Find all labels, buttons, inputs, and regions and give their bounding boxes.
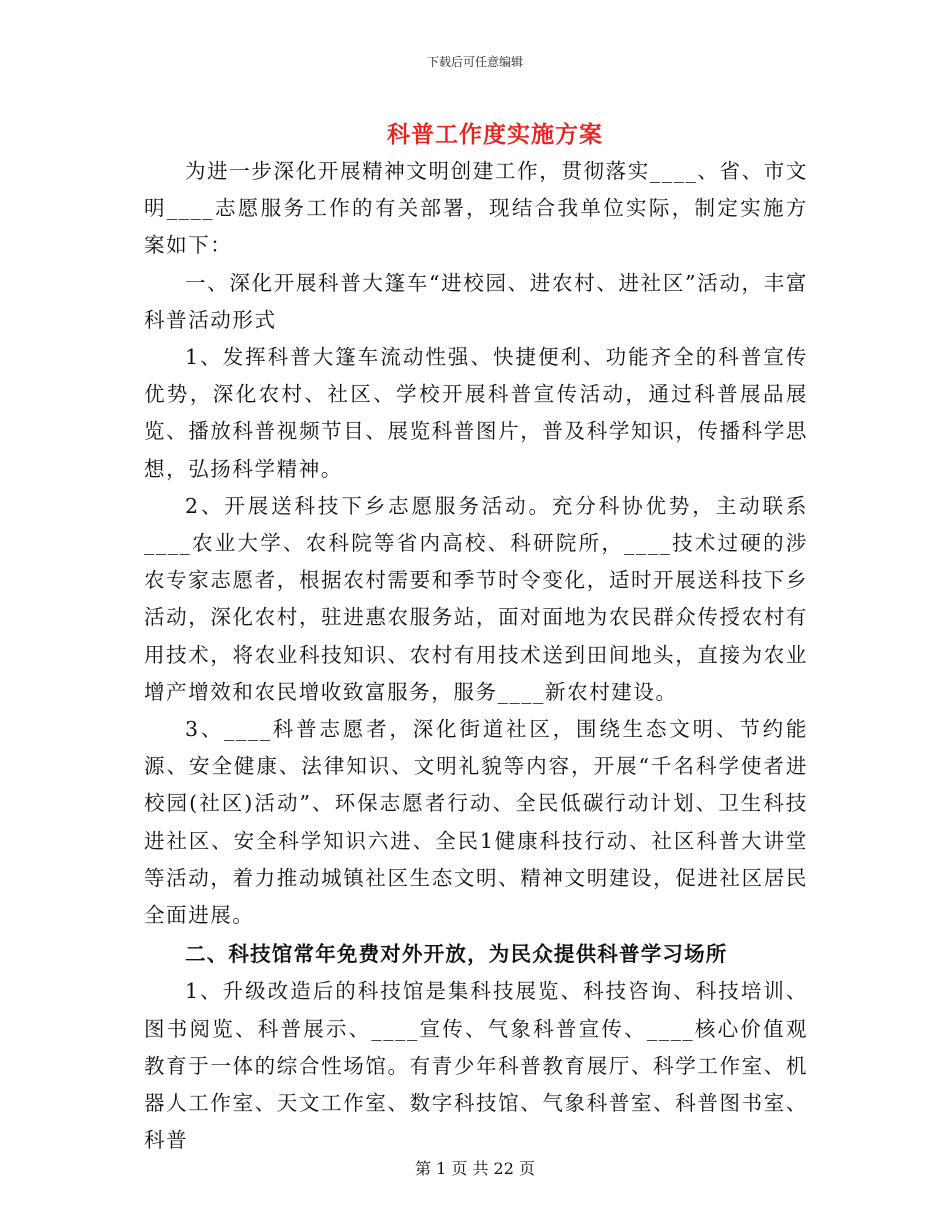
section-two-item-1: 1、升级改造后的科技馆是集科技展览、科技咨询、科技培训、图书阅览、科普展示、____宣传、气象科普宣传、____核心价值观教育于一体的综合性场馆。有青少年科普教育展厅、科学工作室、机器人工作室、天文工作室、数字科技馆、气象科普室、科普图书室、科普 (144, 979, 808, 1153)
section-one-item-3: 3、____科普志愿者，深化街道社区，围绕生态文明、节约能源、安全健康、法律知识、文明礼貌等内容，开展“千名科学使者进校园(社区)活动”、环保志愿者行动、全民低碳行动计划、卫生科技进社区、安全科学知识六进、全民1健康科技行动、社区科普大讲堂等活动，着力推动城镇社区生态文明、精神文明建设，促进社区居民全面进展。 (144, 717, 808, 928)
document-title: 科普工作度实施方案 (387, 121, 603, 148)
section-one-item-1: 1、发挥科普大篷车流动性强、快捷便利、功能齐全的科普宣传优势，深化农村、社区、学校开展科普宣传活动，通过科普展品展览、播放科普视频节目、展览科普图片，普及科学知识，传播科学思想，弘扬科学精神。 (144, 345, 808, 481)
section-two-heading: 二、科技馆常年免费对外开放，为民众提供科普学习场所 (185, 942, 728, 967)
section-one-heading: 一、深化开展科普大篷车“进校园、进农村、进社区”活动，丰富科普活动形式 (144, 270, 808, 332)
page-footer: 第 1 页 共 22 页 (415, 1159, 535, 1178)
section-one-item-2: 2、开展送科技下乡志愿服务活动。充分科协优势，主动联系____农业大学、农科院等省内高校、科研院所，____技术过硬的涉农专家志愿者，根据农村需要和季节时令变化，适时开展送科技下乡活动，深化农村，驻进惠农服务站，面对面地为农民群众传授农村有用技术，将农业科技知识、农村有用技术送到田间地头，直接为农业增产增效和农民增收致富服务，服务____新农村建设。 (144, 493, 808, 704)
intro-paragraph: 为进一步深化开展精神文明创建工作，贯彻落实____、省、市文明____志愿服务工作的有关部署，现结合我单位实际，制定实施方案如下： (144, 159, 808, 258)
header-note: 下载后可任意编辑 (426, 55, 523, 69)
document-body (144, 153, 808, 1159)
